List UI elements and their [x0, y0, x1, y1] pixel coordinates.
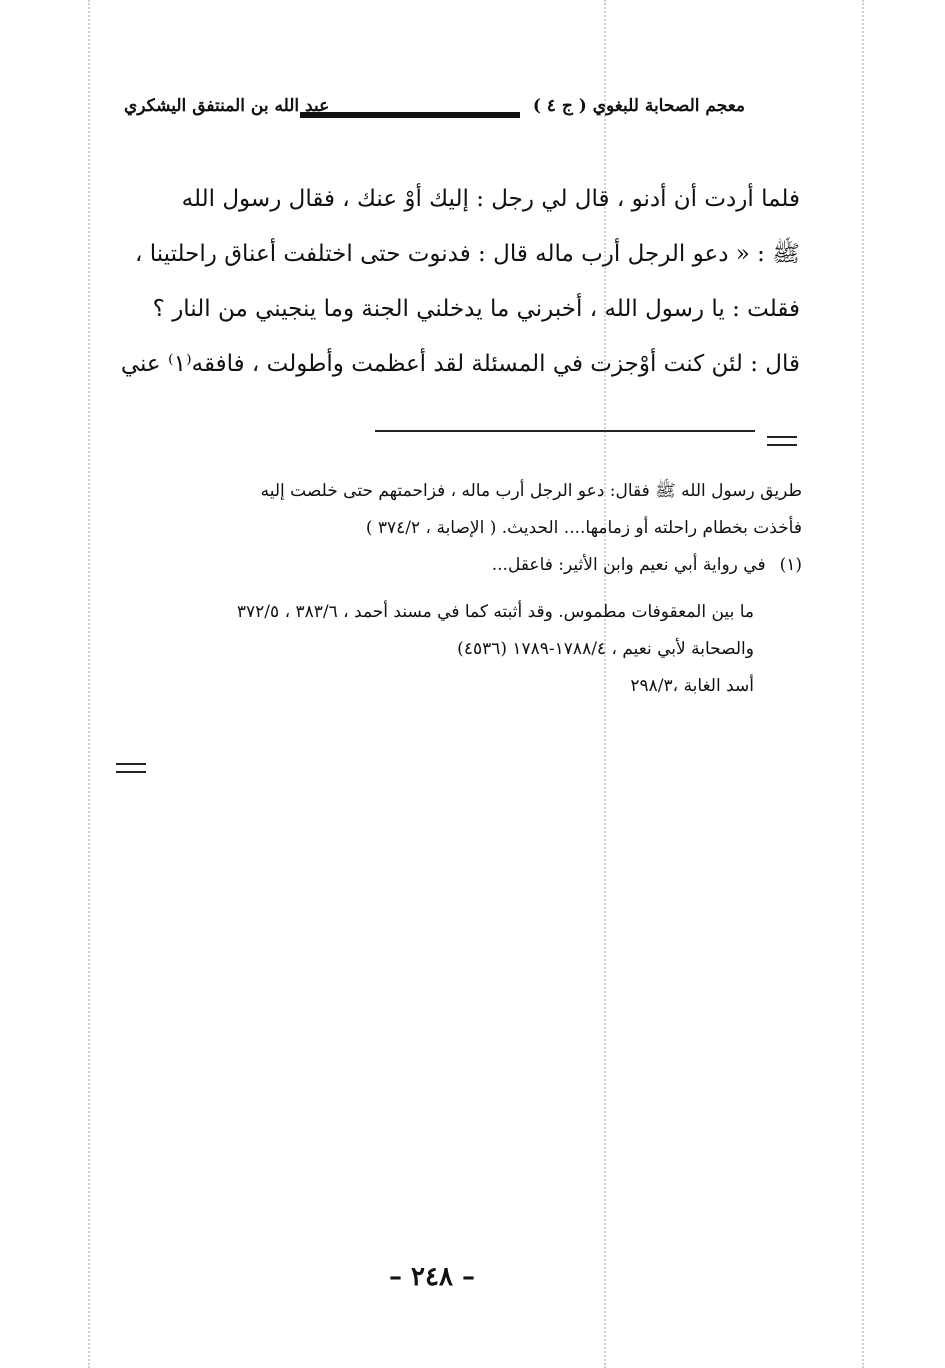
header-book-title: معجم الصحابة للبغوي ( ج ٤ ) — [532, 96, 745, 116]
scan-dotted-line — [862, 0, 864, 1368]
footnote-line: فأخذت بخطام راحلته أو زمامها.... الحديث. ( الإصابة ، ٣٧٤/٢ ) — [365, 518, 802, 538]
footnote-line: والصحابة لأبي نعيم ، ١٧٨٨/٤-١٧٨٩ (٤٥٣٦) — [457, 639, 754, 659]
header-rule — [300, 112, 520, 118]
double-rule-mark — [767, 436, 797, 446]
scan-dotted-line — [88, 0, 90, 1368]
footnote-line: ما بين المعقوفات مطموس. وقد أثبته كما في مسند أحمد ، ٣٨٣/٦ ، ٣٧٢/٥ — [236, 602, 754, 622]
body-line: فلما أردت أن أدنو ، قال لي رجل : إليك أوْ عنك ، فقال رسول الله — [181, 186, 800, 212]
footnote-number: (١) — [779, 555, 802, 575]
footnote-line: طريق رسول الله ﷺ فقال: دعو الرجل أرب ماله ، فزاحمتهم حتى خلصت إليه — [260, 481, 802, 501]
body-line: ﷺ : « دعو الرجل أرب ماله قال : فدنوت حتى اختلفت أعناق راحلتينا ، — [134, 241, 800, 267]
footnote-line: أسد الغابة ،٢٩٨/٣ — [630, 676, 754, 696]
body-line: فقلت : يا رسول الله ، أخبرني ما يدخلني الجنة وما ينجيني من النار ؟ — [152, 296, 800, 322]
running-header — [110, 92, 745, 126]
header-entry-title: عبد الله بن المنتفق اليشكري — [124, 96, 330, 116]
body-line: قال : لئن كنت أوْجزت في المسئلة لقد أعظمت وأطولت ، فافقه⁽١⁾ عني — [120, 351, 800, 377]
footnote-separator — [375, 430, 755, 432]
footnote-text: في رواية أبي نعيم وابن الأثير: فاعقل... — [491, 555, 766, 575]
footnotes — [112, 473, 802, 705]
page-number: – ٢٤٨ – — [388, 1262, 476, 1292]
main-text — [118, 172, 800, 392]
footnote-1 — [112, 547, 802, 584]
double-rule-mark — [116, 763, 146, 773]
